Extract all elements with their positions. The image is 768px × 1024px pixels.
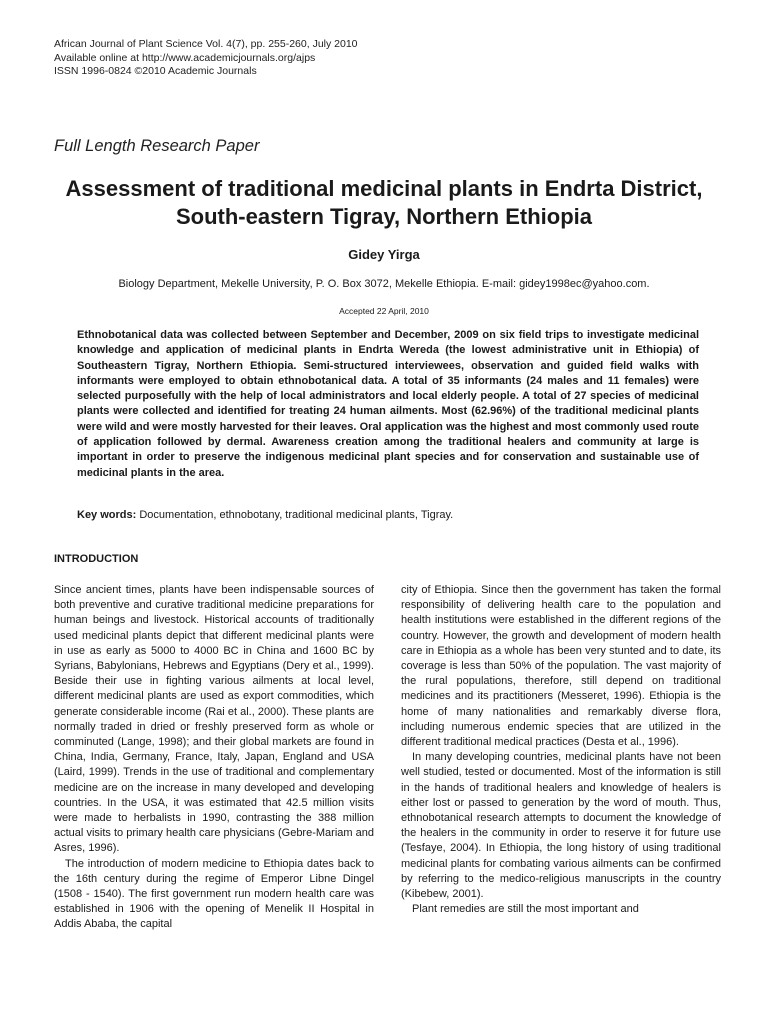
keywords-text: Documentation, ethnobotany, traditional medicinal plants, Tigray. (139, 509, 454, 521)
accepted-date: Accepted 22 April, 2010 (339, 306, 429, 316)
section-heading-introduction: INTRODUCTION (54, 553, 139, 565)
paragraph: city of Ethiopia. Since then the government has taken the formal responsibility of delivering health care to the population and health institutions were established in the different regions of the country. However, the growth and development of modern health care in Ethiopia as a whole has been very stunted and to date, its coverage is less than 50% of the population. The vast majority of the rural populations, therefore, still depend on traditional medicines and its practitioners (Messeret, 1996). Ethiopia is the home of many nationalities and remarkably diverse flora, including numerous endemic species that are utilized in the different traditional medical practices (Desta et al., 1996). (401, 584, 721, 749)
journal-issn: ISSN 1996-0824 ©2010 Academic Journals (54, 65, 257, 77)
paper-type: Full Length Research Paper (54, 137, 260, 155)
journal-url: Available online at http://www.academicjournals.org/ajps (54, 51, 316, 64)
paragraph: The introduction of modern medicine to Ethiopia dates back to the 16th century during the regime of Emperor Libne Dingel (1508 - 1540). The first government run modern health care was established in 1906 with the opening of Menelik II Hospital in Addis Ababa, the capital (54, 857, 374, 931)
journal-citation: African Journal of Plant Science Vol. 4(7), pp. 255-260, July 2010 (54, 38, 358, 50)
paragraph: In many developing countries, medicinal plants have not been well studied, tested or documented. Most of the information is still in the hands of traditional healers and knowledge of healers is either lost or passed to generation by the word of mouth. Thus, ethnobotanical research attempts to document the knowledge of the healers in the community in order to reserve it for future use (Tesfaye, 2004). In Ethiopia, the long history of using traditional medicinal plants for combating various ailments can be confirmed by referring to the medico-religious manuscripts in the country (Kibebew, 2001). (401, 751, 721, 901)
paragraph: Since ancient times, plants have been indispensable sources of both preventive and curative traditional medicine preparations for human beings and livestock. Historical accounts of traditionally used medicinal plants depict that different medicinal plants were in use as early as 5000 to 4000 BC in China and 1600 BC by Syrians, Babylonians, Hebrews and Egyptians (Dery et al., 1999). Beside their use in fighting various ailments at local level, different medicinal plants are used as export commodities, which generate considerable income (Rai et al., 2000). These plants are normally traded in dried or freshly preserved form as whole or comminuted (Lange, 1998); and their global markets are found in China, India, Germany, France, Italy, Japan, England and USA (Laird, 1999). Trends in the use of traditional and complementary medicine are on the increase in many developed and developing countries. In the USA, it was estimated that 42.5 million visits were made to herbalists in 1990, contrasting the 388 million actual visits to primary health care physicians (Gebre-Mariam and Asres, 1996). (54, 584, 374, 855)
abstract: Ethnobotanical data was collected between September and December, 2009 on six field trips to investigate medicinal knowledge and application of medicinal plants in Endrta Wereda (the lowest administrative unit in Ethiopia) of Southeastern Tigray, Northern Ethiopia. Semi-structured interviewees, observation and guided field walks with informants were employed to obtain ethnobotanical data. A total of 35 informants (24 males and 11 females) were selected purposefully with the help of local administrators and local elderly people. A total of 27 species of medicinal plants were collected and identified for treating 24 human ailments. Most (62.96%) of the traditional medicinal plants were wild and were mostly harvested for their leaves. Oral application was the highest and most commonly used route of application followed by dermal. Awareness creation among the traditional healers and community at large is important in order to preserve the indigenous medicinal plant species and for conservation and sustainable use of medicinal plants in the area. (77, 329, 699, 479)
keywords (77, 509, 699, 521)
author-affiliation: Biology Department, Mekelle University, P. O. Box 3072, Mekelle Ethiopia. E-mail: gidey1998ec@yahoo.com. (118, 278, 650, 290)
author-name: Gidey Yirga (348, 247, 420, 262)
keywords-label: Key words: (77, 509, 137, 521)
journal-header (54, 38, 358, 79)
right-column (401, 583, 721, 917)
paper-title: Assessment of traditional medicinal plants in Endrta District, South-eastern Tigray, Northern Ethiopia (65, 176, 703, 229)
left-column (54, 583, 374, 933)
paragraph: Plant remedies are still the most important and (412, 903, 639, 916)
